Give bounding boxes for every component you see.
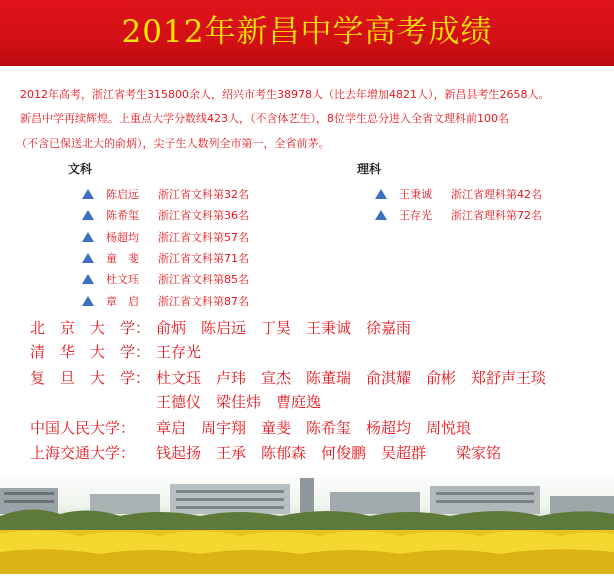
like-heading: 理科: [357, 162, 382, 176]
triangle-icon: [82, 253, 94, 263]
university-label: 上海交通大学：: [30, 444, 136, 462]
student-name: 陈希玺: [106, 209, 139, 222]
student-name: 章 启: [106, 295, 139, 308]
university-row: [30, 340, 201, 364]
university-row: [30, 416, 471, 440]
university-label: 北 京 大 学：: [30, 319, 151, 337]
student-name: 杜文珏: [106, 273, 139, 286]
university-row: [30, 441, 501, 465]
campus-illustration: [0, 470, 614, 574]
student-rank: 浙江省文科第32名: [158, 188, 249, 201]
wenke-entry: [82, 292, 249, 312]
title-banner: [0, 0, 614, 66]
university-row: [30, 390, 321, 414]
student-name: 王存光: [399, 209, 432, 222]
student-rank: 浙江省文科第87名: [158, 295, 249, 308]
triangle-icon: [82, 296, 94, 306]
university-row: [30, 366, 546, 390]
student-name: 陈启远: [106, 188, 139, 201]
intro-line-1: 2012年高考，浙江省考生315800余人，绍兴市考生38978人（比去年增加4821人），新昌县考生2658人。: [20, 88, 550, 101]
like-entry: [375, 206, 542, 226]
university-row: [30, 316, 411, 340]
university-students: 钱起扬 王承 陈郁森 何俊鹏 吴超群 梁家铭: [156, 444, 502, 462]
student-rank: 浙江省文科第71名: [158, 252, 249, 265]
page-title: 2012年新昌中学高考成绩: [121, 14, 493, 50]
triangle-icon: [82, 189, 94, 199]
student-name: 童 斐: [106, 252, 139, 265]
student-name: 杨超均: [106, 231, 139, 244]
triangle-icon: [375, 189, 387, 199]
student-rank: 浙江省文科第57名: [158, 231, 249, 244]
wenke-heading: 文科: [68, 162, 93, 176]
triangle-icon: [82, 232, 94, 242]
university-students: 俞炳 陈启远 丁昊 王秉诚 徐嘉雨: [156, 319, 412, 337]
student-rank: 浙江省文科第85名: [158, 273, 249, 286]
wenke-entry: [82, 270, 249, 290]
wenke-entry: [82, 185, 249, 205]
student-rank: 浙江省理科第42名: [451, 188, 542, 201]
triangle-icon: [82, 210, 94, 220]
university-label: 中国人民大学：: [30, 419, 136, 437]
university-students: 章启 周宇翔 童斐 陈希玺 杨超均 周悦琅: [156, 419, 472, 437]
like-entry: [375, 185, 542, 205]
student-rank: 浙江省理科第72名: [451, 209, 542, 222]
student-rank: 浙江省文科第36名: [158, 209, 249, 222]
triangle-icon: [375, 210, 387, 220]
university-students: 杜文珏 卢玮 宣杰 陈董瑞 俞淇耀 俞彬 郑舒声王琰: [156, 369, 547, 387]
intro-line-2: 新昌中学再续辉煌。上重点大学分数线423人，（不含体艺生），8位学生总分进入全省文理科前100名: [20, 112, 509, 125]
university-students: 王存光: [156, 343, 202, 361]
intro-line-3: （不含已保送北大的俞炳），尖子生人数列全市第一，全省前茅。: [16, 137, 330, 150]
triangle-icon: [82, 274, 94, 284]
university-label: 清 华 大 学：: [30, 343, 151, 361]
campus-photo: [0, 470, 614, 574]
student-name: 王秉诚: [399, 188, 432, 201]
wenke-entry: [82, 228, 249, 248]
wenke-entry: [82, 249, 249, 269]
university-label: 复 旦 大 学：: [30, 369, 151, 387]
university-students: 王德仪 梁佳炜 曹庭逸: [156, 393, 322, 411]
wenke-entry: [82, 206, 249, 226]
